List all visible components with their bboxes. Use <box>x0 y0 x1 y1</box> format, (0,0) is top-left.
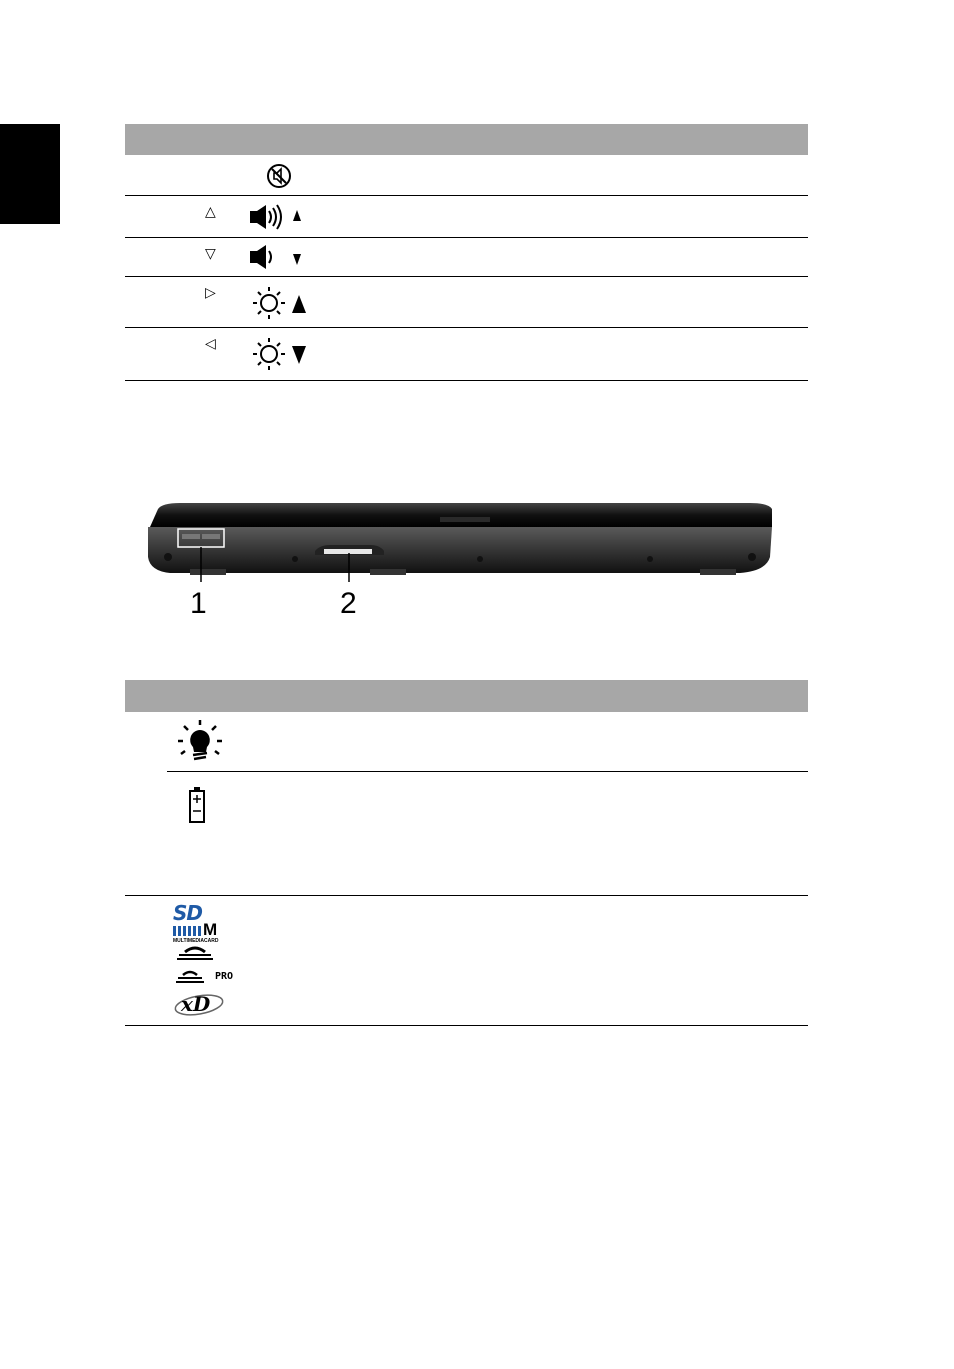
table-header <box>125 680 808 712</box>
table-row <box>125 196 808 238</box>
memory-stick-logo-icon <box>173 946 243 962</box>
hotkey-arrow: ◁ <box>205 335 216 351</box>
volume-down-icon <box>247 242 307 277</box>
volume-up-icon <box>247 202 307 237</box>
brightness-down-icon <box>247 336 309 377</box>
callout-1: 1 <box>190 587 207 620</box>
hotkey-arrow: ▷ <box>205 284 216 300</box>
table-row <box>125 896 808 1026</box>
hotkey-arrow: △ <box>205 203 216 219</box>
mute-icon <box>266 163 292 194</box>
table-row <box>125 328 808 381</box>
chapter-side-tab <box>0 124 60 224</box>
hotkey-arrow: ▽ <box>205 245 216 261</box>
table-row <box>125 712 808 771</box>
sd-logo-icon: SD <box>173 901 203 925</box>
table-row <box>125 277 808 328</box>
xd-logo-icon: xD <box>173 992 243 1018</box>
hotkey-table <box>125 124 808 381</box>
front-components-table <box>125 680 808 1026</box>
laptop-front-view <box>140 495 790 585</box>
multimediacard-logo-icon: M MULTIMEDIACARD <box>173 920 219 944</box>
battery-indicator-icon <box>188 786 206 829</box>
brightness-up-icon <box>247 285 309 326</box>
table-row <box>125 155 808 196</box>
memory-stick-pro-logo-icon: PRO <box>173 968 243 992</box>
table-header <box>125 124 808 155</box>
table-row <box>125 772 808 896</box>
card-reader-logos <box>173 901 243 1018</box>
callout-2: 2 <box>340 587 357 620</box>
power-indicator-icon <box>175 718 225 773</box>
table-row <box>125 238 808 277</box>
